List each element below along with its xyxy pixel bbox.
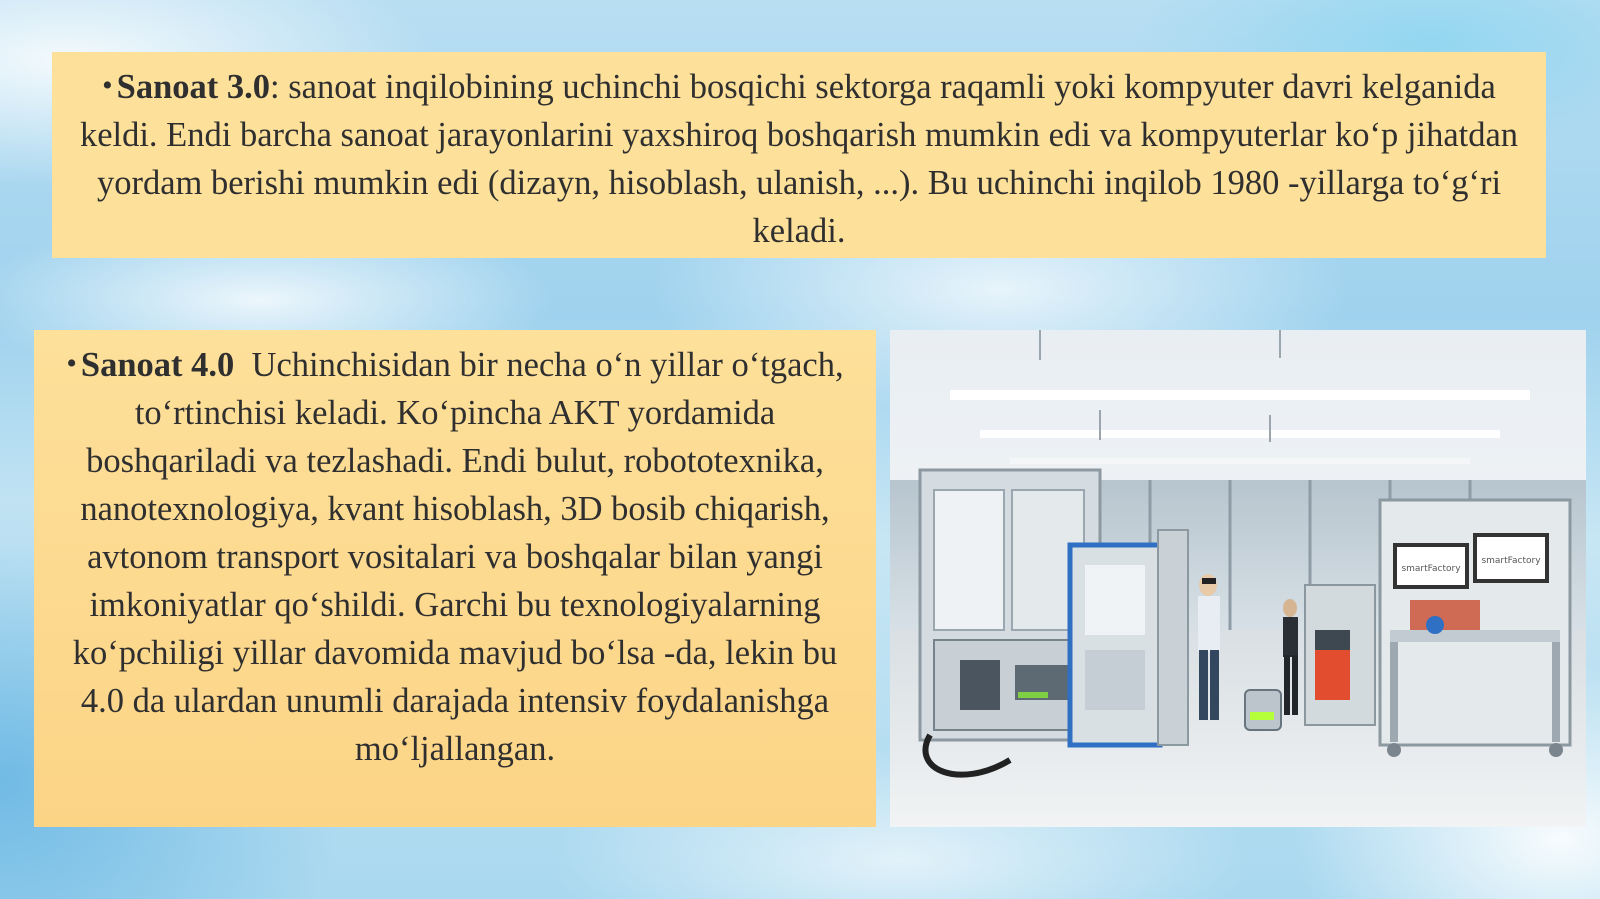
bullet-point: • (66, 347, 77, 380)
bullet-point: • (102, 69, 113, 102)
sanoat-3-heading: Sanoat 3.0 (116, 68, 271, 106)
screen-label-left: smartFactory (1401, 564, 1461, 574)
sanoat-4-heading: Sanoat 4.0 (80, 346, 235, 384)
sanoat-4-body: Uchinchisidan bir necha o‘n yillar o‘tgach, to‘rtinchisi keladi. Ko‘pincha AKT yordamida boshqariladi va tezlashadi. Endi bulut, robototexnika, nanotexnologiya, kvant hisoblash, 3D bosib chiqarish, avtonom transport vositalari va boshqalar bilan yangi imkoniyatlar qo‘shildi. Garchi bu texnologiyalarning ko‘pchiligi yillar davomida mavjud bo‘lsa -da, lekin bu 4.0 da ulardan unumli darajada intensiv foydalanishga mo‘ljallangan. (72, 346, 853, 768)
smart-factory-photo (890, 330, 1586, 827)
sanoat-3-text-box (52, 52, 1546, 258)
screen-label-right: smartFactory (1481, 556, 1541, 566)
sanoat-3-body: : sanoat inqilobining uchinchi bosqichi sektorga raqamli yoki kompyuter davri kelganida keldi. Endi barcha sanoat jarayonlarini yaxshiroq boshqarish mumkin edi va kompyuterlar ko‘p jihatdan yordam berishi mumkin edi (dizayn, hisoblash, ulanish, ...). Bu uchinchi inqilob 1980 -yillarga to‘g‘ri keladi. (79, 68, 1519, 250)
sanoat-4-text-box (34, 330, 876, 827)
